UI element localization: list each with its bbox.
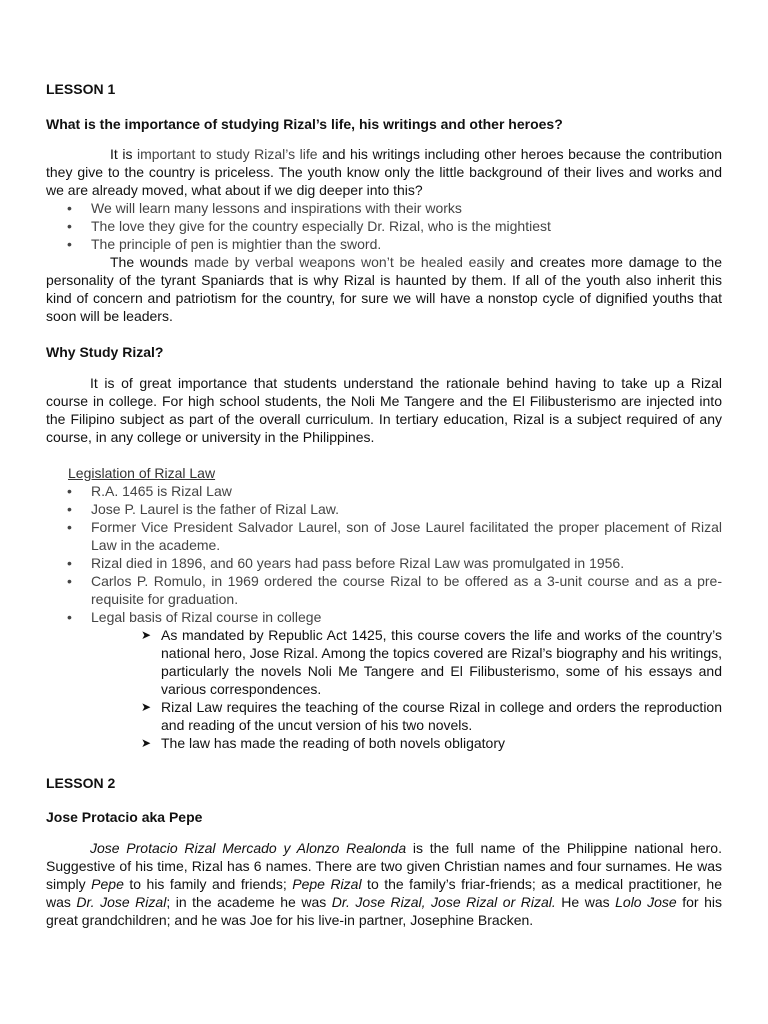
- lesson1-bullets: [46, 199, 722, 253]
- bullet-icon: •: [67, 555, 72, 571]
- name-pepe: Pepe: [91, 876, 124, 892]
- bullet-icon: •: [67, 218, 72, 234]
- list-item: [46, 199, 722, 217]
- text-run: to his family and friends;: [123, 876, 293, 892]
- lesson2-heading: LESSON 2: [46, 775, 116, 791]
- legal-basis-sub-bullets: [136, 626, 722, 752]
- text-run: ; in the academe he was: [166, 894, 332, 910]
- list-item: [46, 608, 722, 752]
- lesson2-subheading: Jose Protacio aka Pepe: [46, 809, 203, 825]
- list-item: [136, 626, 722, 698]
- lesson2-paragraph: [46, 839, 722, 929]
- bullet-icon: •: [67, 200, 72, 216]
- list-item: [136, 734, 722, 752]
- bullet-icon: •: [67, 483, 72, 499]
- full-name: Jose Protacio Rizal Mercado y Alonzo Realonda: [90, 840, 407, 856]
- bullet-icon: •: [67, 573, 72, 589]
- lesson1-heading: LESSON 1: [46, 81, 116, 97]
- bullet-text: Rizal died in 1896, and 60 years had pass before Rizal Law was promulgated in 1956.: [91, 555, 625, 571]
- lesson1-intro: [46, 145, 722, 199]
- bullet-icon: •: [67, 236, 72, 252]
- wounds-part-a: The wounds: [110, 254, 194, 270]
- list-item: [46, 554, 722, 572]
- list-item: [46, 235, 722, 253]
- name-pepe-rizal: Pepe Rizal: [292, 876, 362, 892]
- list-item: [46, 518, 722, 554]
- name-academe: Dr. Jose Rizal, Jose Rizal or Rizal.: [331, 894, 556, 910]
- intro-part-b: important to study Rizal’s life: [137, 146, 318, 162]
- bullet-text: R.A. 1465 is Rizal Law: [91, 483, 232, 499]
- sub-bullet-text: Rizal Law requires the teaching of the course Rizal in college and orders the reproduction and reading of the uncut version of his two novels.: [161, 699, 722, 733]
- arrow-bullet-icon: ➤: [141, 700, 152, 714]
- arrow-bullet-icon: ➤: [141, 736, 152, 750]
- list-item: [46, 217, 722, 235]
- list-item: [46, 482, 722, 500]
- bullet-text: Legal basis of Rizal course in college: [91, 609, 322, 625]
- bullet-text: The principle of pen is mightier than the sword.: [91, 236, 382, 252]
- name-lolo-jose: Lolo Jose: [615, 894, 677, 910]
- bullet-icon: •: [67, 609, 72, 625]
- why-heading: Why Study Rizal?: [46, 344, 164, 360]
- text-run: He was: [555, 894, 616, 910]
- wounds-part-c: and creates more damage to the personality of the tyrant Spaniards that is why Rizal is haunted by them. If all of the youth also inherit this kind of concern and patriotism for the country, for sure we will have a nonstop cycle of dignified youths that soon will be leaders.: [46, 254, 723, 324]
- text-run: is the full name of the Philippine national hero. Suggestive of his time, Rizal has 6 names. There are two given Christian names and four surnames. He was simply: [46, 840, 722, 892]
- list-item: [46, 500, 722, 518]
- legislation-heading-text: Legislation of Rizal Law: [68, 465, 216, 481]
- bullet-text: The love they give for the country especially Dr. Rizal, who is the mightiest: [91, 218, 551, 234]
- legislation-heading: [68, 464, 668, 482]
- name-dr-jose-rizal: Dr. Jose Rizal: [76, 894, 167, 910]
- sub-bullet-text: As mandated by Republic Act 1425, this course covers the life and works of the country’s national hero, Jose Rizal. Among the topics covered are Rizal’s biography and his writings, particularly the novels Noli Me Tangere and El Filibusterismo, some of his essays and various correspondences.: [161, 627, 722, 697]
- why-paragraph: It is of great importance that students understand the rationale behind having to take up a Rizal course in college. For high school students, the Noli Me Tangere and the El Filibusterismo are injected into the Filipino subject as part of the overall curriculum. In tertiary education, Rizal is a subject required of any course, in any college or university in the Philippines.: [46, 375, 722, 445]
- text-run: for his great grandchildren; and he was Joe for his live-in partner, Josephine Bracken.: [46, 894, 722, 928]
- sub-bullet-text: The law has made the reading of both novels obligatory: [161, 735, 505, 751]
- bullet-text: Former Vice President Salvador Laurel, son of Jose Laurel facilitated the proper placement of Rizal Law in the academe.: [91, 519, 722, 553]
- lesson1-question: What is the importance of studying Rizal’s life, his writings and other heroes?: [46, 116, 563, 132]
- list-item: [46, 572, 722, 608]
- bullet-icon: •: [67, 519, 72, 535]
- bullet-text: Jose P. Laurel is the father of Rizal Law.: [91, 501, 339, 517]
- bullet-text: Carlos P. Romulo, in 1969 ordered the course Rizal to be offered as a 3-unit course and as a pre-requisite for graduation.: [91, 573, 722, 607]
- intro-part-c: and his writings including other heroes because the contribution they give to the country is priceless. The youth know only the little background of their lives and works and we are already moved, what about if we dig deeper into this?: [46, 146, 722, 198]
- text-run: to the family’s friar-friends; as a medical practitioner, he was: [46, 876, 722, 910]
- lesson1-wounds-paragraph: [46, 253, 722, 325]
- wounds-part-b: made by verbal weapons won’t be healed easily: [193, 254, 505, 270]
- intro-part-a: It is: [110, 146, 137, 162]
- list-item: [136, 698, 722, 734]
- legislation-bullets: [46, 482, 722, 752]
- bullet-icon: •: [67, 501, 72, 517]
- bullet-text: We will learn many lessons and inspirations with their works: [91, 200, 462, 216]
- arrow-bullet-icon: ➤: [141, 628, 152, 642]
